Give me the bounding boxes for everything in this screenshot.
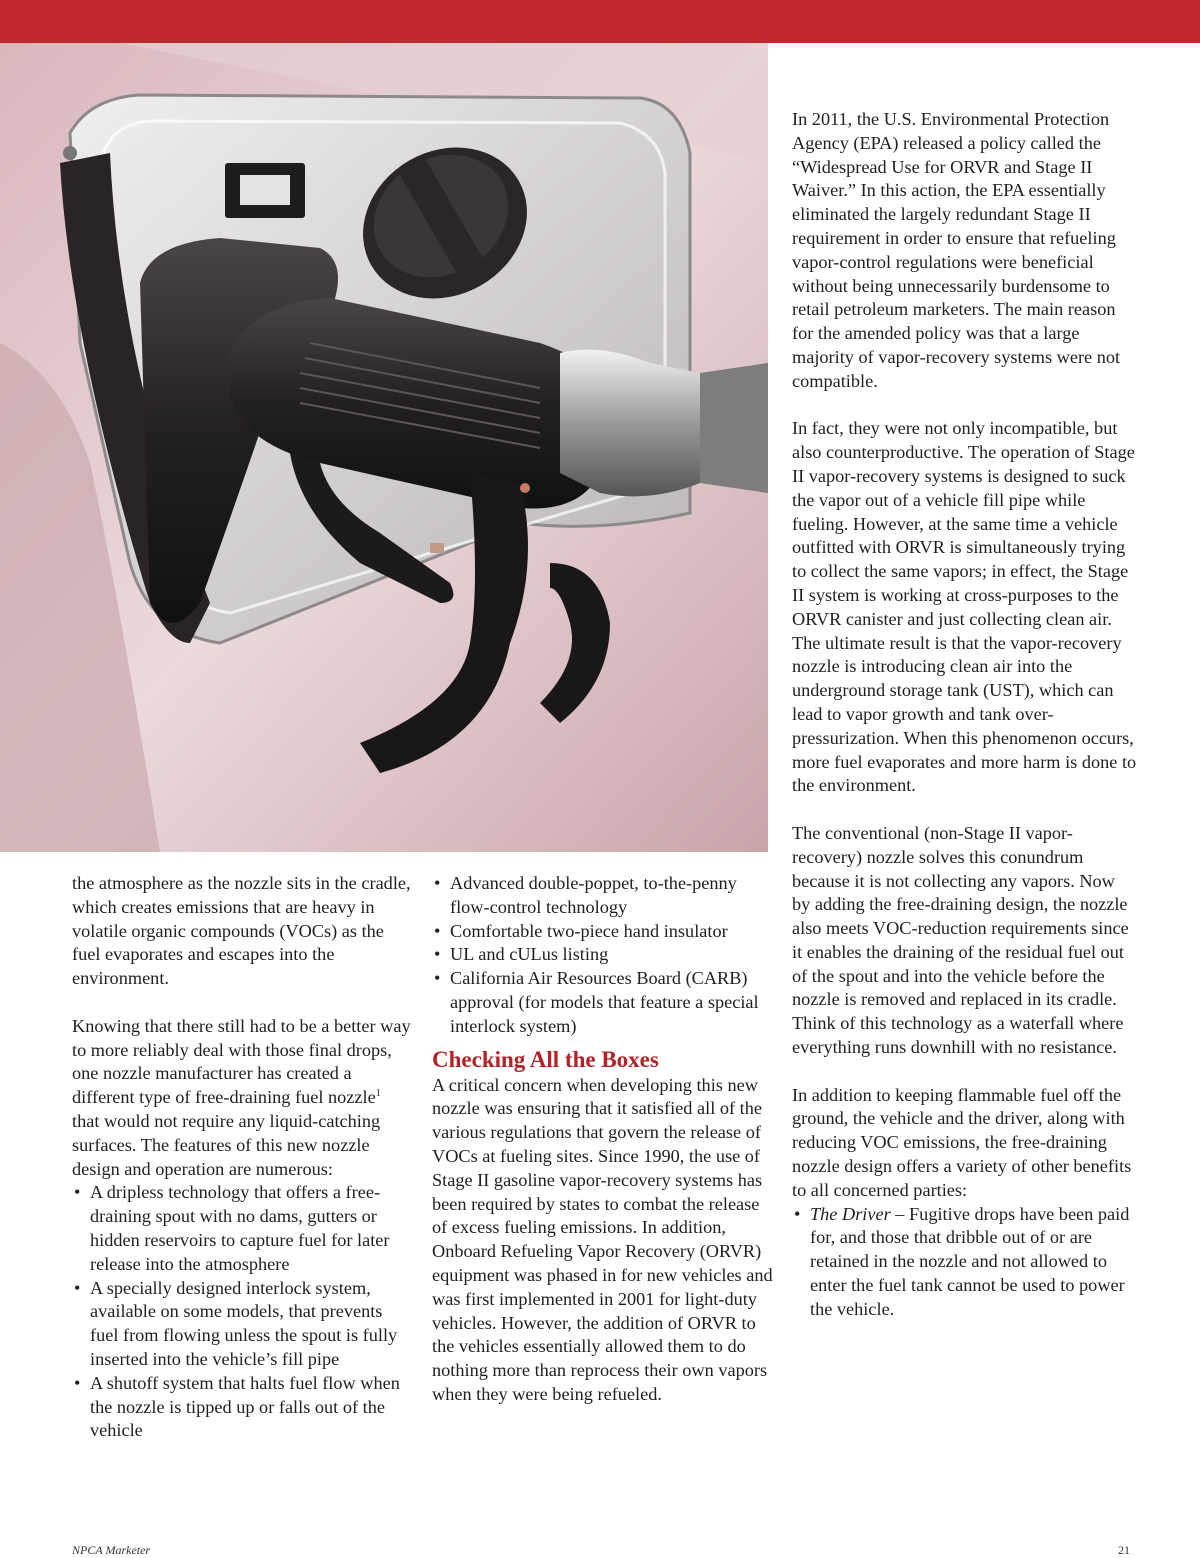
middle-paragraph-1: A critical concern when developing this new nozzle was ensuring that it satisfied all of the various regulations that govern the release of VOCs at fueling sites. Since 1990, the use of Stage II gasoline vapor-recovery systems has been required by states to combat the release of excess fueling emissions. In addition, Onboard Refueling Vapor Recovery (ORVR) equipment was phased in for new vehicles and was first implemented in 2001 for light-duty vehicles. However, the addition of ORVR to the vehicles essentially allowed them to do nothing more than reprocess their own vapors when they were being refueled. [432, 1074, 773, 1404]
list-item [792, 1203, 1137, 1322]
list-item: • A shutoff system that halts fuel flow when the nozzle is tipped up or falls out of the vehicle [72, 1372, 412, 1443]
benefits-list [792, 1203, 1137, 1322]
left-text-column [72, 872, 412, 1443]
left-paragraph-1: the atmosphere as the nozzle sits in the cradle, which creates emissions that are heavy in volatile organic compounds (VOCs) as the fuel evaporates and escapes into the environment. [72, 873, 411, 989]
footnote-marker: 1 [375, 1088, 381, 1100]
features-list-continued [432, 872, 774, 1039]
benefit-text: – Fugitive drops have been paid for, and those that dribble out of or are retained in the nozzle and not allowed to enter the fuel tank cannot be used to power the vehicle. [810, 1203, 1130, 1319]
publication-name: NPCA Marketer [72, 1543, 151, 1557]
page-number: 21 [1118, 1543, 1130, 1557]
header-color-bar [0, 0, 1200, 43]
list-item: • A dripless technology that offers a free-draining spout with no dams, gutters or hidden reservoirs to capture fuel for later release into the atmosphere [72, 1181, 412, 1276]
list-item: • Comfortable two-piece hand insulator [432, 920, 774, 944]
left-paragraph-2-end: that would not require any liquid-catching surfaces. The features of this new nozzle design and operation are numerous: [72, 1110, 381, 1179]
middle-text-column [432, 872, 774, 1407]
list-item: • California Air Resources Board (CARB) approval (for models that feature a special interlock system) [432, 967, 774, 1038]
benefit-term: The Driver [810, 1203, 891, 1224]
right-paragraph-1: In 2011, the U.S. Environmental Protection Agency (EPA) released a policy called the “Widespread Use for ORVR and Stage II Waiver.” In this action, the EPA essentially eliminated the largely redundant Stage II requirement in order to ensure that refueling vapor-control regulations were beneficial without being unnecessarily burdensome to retail petroleum marketers. The main reason for the amended policy was that a large majority of vapor-recovery systems were not compatible. [792, 109, 1121, 391]
left-paragraph-2 [72, 1015, 412, 1182]
left-paragraph-2-start: Knowing that there still had to be a better way to more reliably deal with those final drops, one nozzle manufacturer has created a different type of free-draining fuel nozzle [72, 1015, 411, 1108]
list-item: • A specially designed interlock system, available on some models, that prevents fuel from flowing unless the spout is fully inserted into the vehicle’s fill pipe [72, 1277, 412, 1372]
features-list [72, 1181, 412, 1443]
right-paragraph-2: In fact, they were not only incompatible, but also counterproductive. The operation of Stage II vapor-recovery systems is designed to suck the vapor out of a vehicle fill pipe while fueling. However, at the same time a vehicle outfitted with ORVR is simultaneously trying to collect the same vapors; in effect, the Stage II system is working at cross-purposes to the ORVR canister and just collecting clean air. The ultimate result is that the vapor-recovery nozzle is introducing clean air into the underground storage tank (UST), which can lead to vapor growth and tank over-pressurization. When this phenomenon occurs, more fuel evaporates and more harm is done to the environment. [792, 418, 1137, 796]
right-paragraph-4: In addition to keeping flammable fuel off the ground, the vehicle and the driver, along with reducing VOC emissions, the free-draining nozzle design offers a variety of other benefits to all concerned parties: [792, 1084, 1132, 1200]
right-text-column [792, 108, 1137, 1322]
section-heading: Checking All the Boxes [432, 1046, 659, 1072]
list-item: • UL and cULus listing [432, 943, 774, 967]
fuel-nozzle-photo [0, 43, 768, 852]
list-item: • Advanced double-poppet, to-the-penny flow-control technology [432, 872, 774, 920]
right-paragraph-3: The conventional (non-Stage II vapor-recovery) nozzle solves this conundrum because it is not collecting any vapors. Now by adding the free-draining design, the nozzle also meets VOC-reduction requirements since it enables the draining of the residual fuel out of the spout and into the vehicle before the nozzle is removed and replaced in its cradle. Think of this technology as a waterfall where everything runs downhill with no resistance. [792, 822, 1129, 1058]
